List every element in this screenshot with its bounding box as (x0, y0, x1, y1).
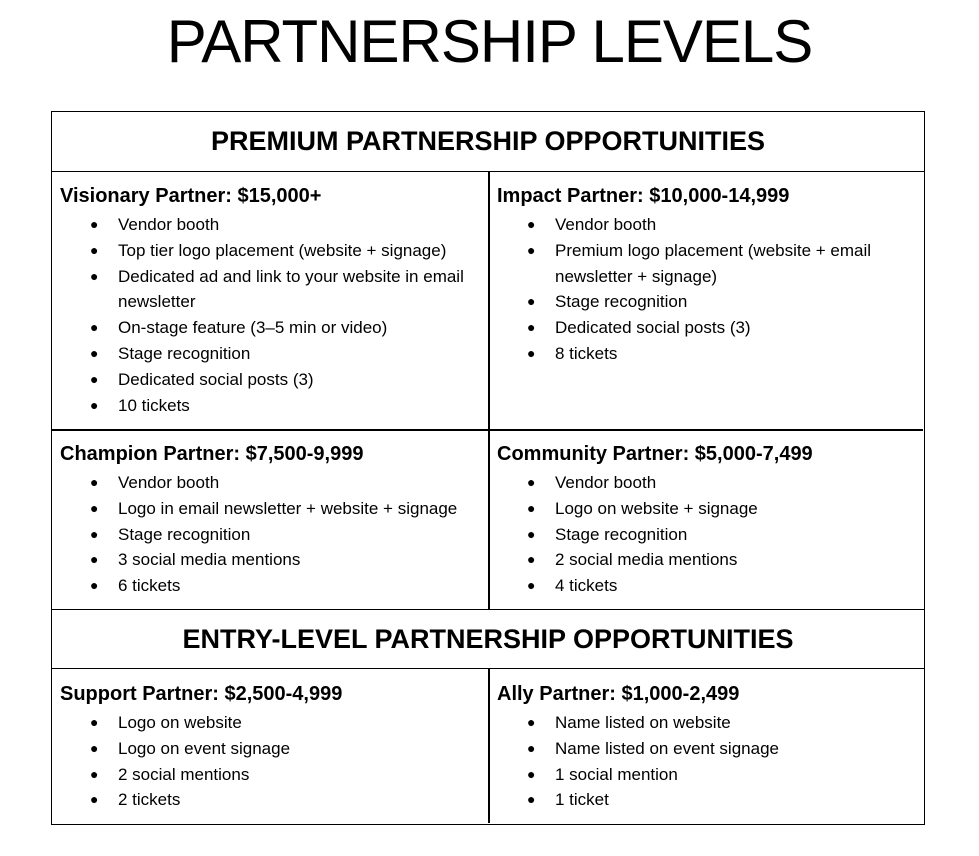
tier-title: Support Partner: $2,500-4,999 (60, 683, 343, 705)
perk-item: ● Name listed on event signage (497, 736, 923, 762)
bullet-icon: ● (90, 216, 99, 232)
bullet-icon: ● (527, 319, 536, 336)
perk-item: ● Vendor booth (60, 470, 488, 496)
bullet-icon: ● (90, 714, 99, 730)
perk-item: ● 6 tickets (60, 573, 488, 599)
perk-item: ● 2 social media mentions (497, 547, 923, 573)
perk-item: ● Stage recognition (60, 341, 488, 367)
bullet-icon: ● (527, 739, 536, 756)
perk-item: ● Logo on website + signage (497, 496, 923, 522)
perk-item: ● Dedicated ad and link to your website in email newsletter (60, 264, 488, 316)
perk-item: ● Vendor booth (497, 470, 923, 496)
bullet-icon: ● (527, 499, 536, 516)
bullet-icon: ● (90, 791, 99, 808)
tier-card-community (489, 430, 923, 609)
perk-item: ● 2 social mentions (60, 762, 488, 788)
bullet-icon: ● (527, 525, 536, 542)
perk-list (497, 212, 923, 367)
perk-list (60, 470, 488, 599)
bullet-icon: ● (527, 216, 536, 232)
bullet-icon: ● (90, 396, 99, 413)
perk-item: ● 1 social mention (497, 762, 923, 788)
tier-title: Impact Partner: $10,000-14,999 (497, 185, 790, 207)
perk-item: ● Logo on event signage (60, 736, 488, 762)
bullet-icon: ● (527, 577, 536, 594)
bullet-icon: ● (527, 551, 536, 568)
perk-list (60, 710, 488, 813)
premium-section-heading: PREMIUM PARTNERSHIP OPPORTUNITIES (52, 112, 924, 172)
perk-item: ● Top tier logo placement (website + signage) (60, 238, 488, 264)
tier-title: Ally Partner: $1,000-2,499 (497, 683, 740, 705)
bullet-icon: ● (90, 739, 99, 756)
perk-item: ● On-stage feature (3–5 min or video) (60, 315, 488, 341)
bullet-icon: ● (90, 319, 99, 336)
perk-item: ● Logo in email newsletter + website + signage (60, 496, 488, 522)
perk-item: ● Dedicated social posts (3) (497, 315, 923, 341)
bullet-icon: ● (90, 551, 99, 568)
bullet-icon: ● (90, 525, 99, 542)
bullet-icon: ● (527, 344, 536, 361)
perk-item: ● 1 ticket (497, 787, 923, 813)
bullet-icon: ● (527, 474, 536, 490)
bullet-icon: ● (90, 765, 99, 782)
tier-card-visionary (52, 172, 488, 429)
perk-list (497, 470, 923, 599)
perk-item: ● 2 tickets (60, 787, 488, 813)
bullet-icon: ● (527, 714, 536, 730)
tier-card-champion (52, 430, 488, 609)
perk-item: ● Vendor booth (497, 212, 923, 238)
tier-title: Community Partner: $5,000-7,499 (497, 443, 813, 465)
tier-card-support (52, 670, 488, 823)
bullet-icon: ● (90, 370, 99, 387)
bullet-icon: ● (90, 474, 99, 490)
perk-item: ● Stage recognition (60, 522, 488, 548)
bullet-icon: ● (90, 577, 99, 594)
bullet-icon: ● (90, 241, 99, 258)
perk-list (497, 710, 923, 813)
perk-item: ● Vendor booth (60, 212, 488, 238)
entry-section-heading: ENTRY-LEVEL PARTNERSHIP OPPORTUNITIES (52, 609, 924, 669)
tier-card-impact (489, 172, 923, 429)
perk-item: ● Stage recognition (497, 289, 923, 315)
perk-list (60, 212, 488, 418)
tier-card-ally (489, 670, 923, 823)
partnership-table (51, 111, 925, 825)
bullet-icon: ● (90, 344, 99, 361)
bullet-icon: ● (90, 267, 99, 284)
perk-item: ● 8 tickets (497, 341, 923, 367)
perk-item: ● Name listed on website (497, 710, 923, 736)
perk-item: ● Stage recognition (497, 522, 923, 548)
perk-item: ● 10 tickets (60, 393, 488, 419)
perk-item: ● Logo on website (60, 710, 488, 736)
bullet-icon: ● (527, 765, 536, 782)
perk-item: ● 3 social media mentions (60, 547, 488, 573)
perk-item: ● 4 tickets (497, 573, 923, 599)
bullet-icon: ● (90, 499, 99, 516)
bullet-icon: ● (527, 293, 536, 310)
tier-title: Champion Partner: $7,500-9,999 (60, 443, 364, 465)
perk-item: ● Premium logo placement (website + email newsletter + signage) (497, 238, 923, 290)
bullet-icon: ● (527, 791, 536, 808)
bullet-icon: ● (527, 241, 536, 258)
page-title: PARTNERSHIP LEVELS (166, 8, 813, 75)
tier-title: Visionary Partner: $15,000+ (60, 185, 322, 207)
perk-item: ● Dedicated social posts (3) (60, 367, 488, 393)
